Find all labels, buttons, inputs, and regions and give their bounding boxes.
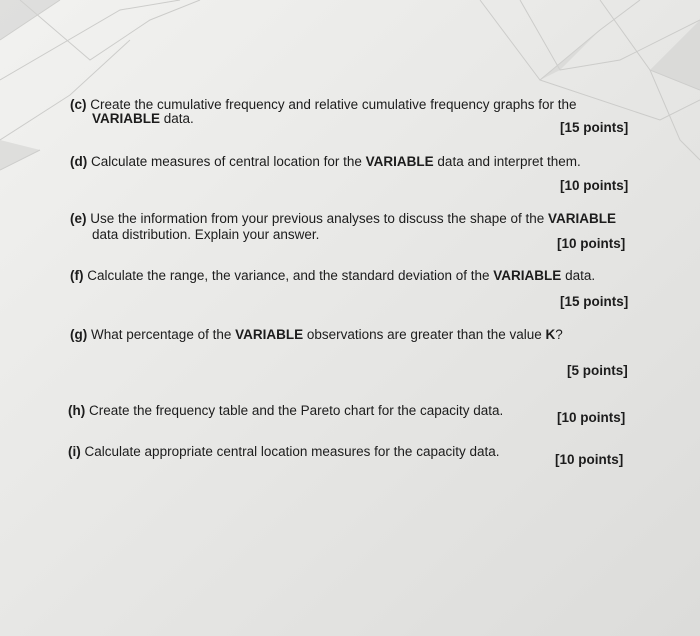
question-text: What percentage of the [91, 327, 236, 342]
question-text: data and interpret them. [433, 154, 581, 169]
points-e: [10 points] [557, 236, 626, 251]
question-text: Use the information from your previous analyses to discuss the shape of the [90, 211, 548, 226]
variable-keyword: VARIABLE [235, 327, 304, 342]
question-g [70, 326, 563, 344]
question-text: Create the cumulative frequency and relative cumulative frequency graphs for the [90, 97, 577, 112]
question-letter: (c) [70, 97, 87, 112]
question-text: data. [160, 111, 194, 126]
points-i: [10 points] [555, 452, 624, 467]
points-g: [5 points] [567, 363, 628, 378]
question-letter: (d) [70, 154, 88, 169]
question-text: Calculate measures of central location for the [91, 154, 366, 169]
question-d [70, 153, 581, 171]
question-f [70, 267, 595, 285]
question-letter: (f) [70, 268, 84, 283]
question-text: Calculate appropriate central location measures for the capacity data. [84, 444, 500, 459]
variable-keyword: VARIABLE [548, 211, 617, 226]
question-c-line2 [92, 110, 194, 128]
question-letter: (e) [70, 211, 87, 226]
question-text: Create the frequency table and the Pareto chart for the capacity data. [89, 403, 504, 418]
k-keyword: K [545, 327, 556, 342]
variable-keyword: VARIABLE [92, 111, 161, 126]
question-text: Calculate the range, the variance, and the standard deviation of the [87, 268, 494, 283]
question-text: observations are greater than the value [303, 327, 546, 342]
question-letter: (i) [68, 444, 81, 459]
points-d: [10 points] [560, 178, 629, 193]
question-letter: (h) [68, 403, 86, 418]
question-letter: (g) [70, 327, 88, 342]
question-h [68, 402, 503, 420]
points-c: [15 points] [560, 120, 629, 135]
question-text: data. [561, 268, 596, 283]
variable-keyword: VARIABLE [365, 154, 434, 169]
points-h: [10 points] [557, 410, 626, 425]
variable-keyword: VARIABLE [493, 268, 562, 283]
question-e-line2: data distribution. Explain your answer. [92, 227, 320, 242]
question-i [68, 443, 500, 461]
question-text: ? [555, 327, 563, 342]
points-f: [15 points] [560, 294, 629, 309]
